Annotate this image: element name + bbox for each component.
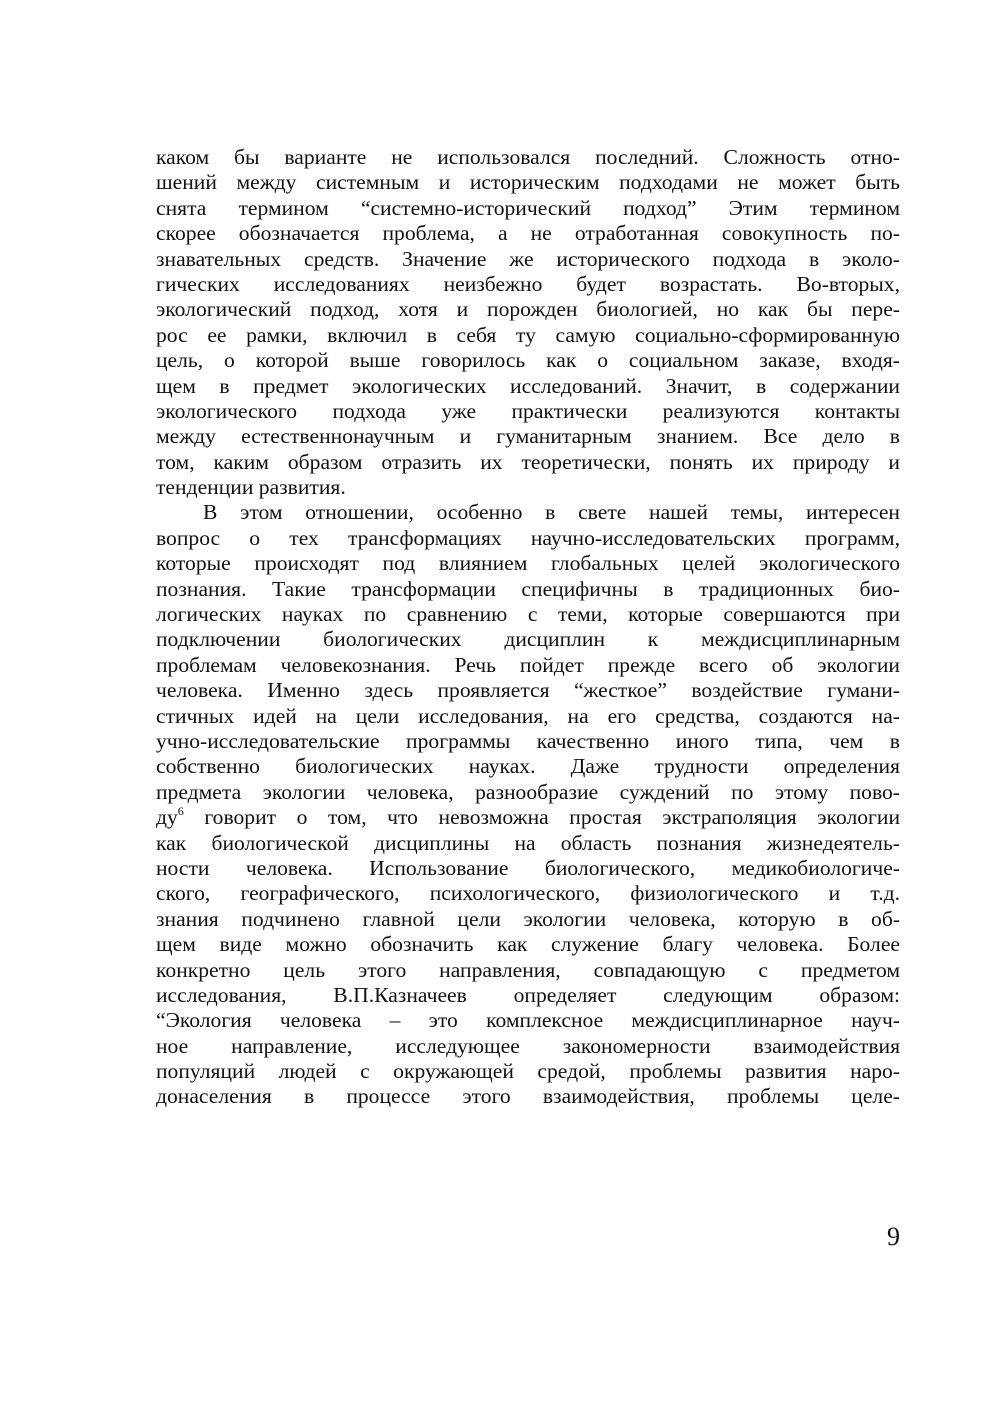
text-line: популяций людей с окружающей средой, проблемы развития наро- [156,1059,900,1084]
text-line: снята термином “системно-исторический подход” Этим термином [156,195,900,220]
text-line: щем в предмет экологических исследований. Значит, в содержании [156,373,900,398]
text-line: рос ее рамки, включил в себя ту самую социально-сформированную [156,322,900,347]
text-line: “Экология человека – это комплексное междисциплинарное науч- [156,1008,900,1033]
text-line: ского, географического, психологического, физиологического и т.д. [156,881,900,906]
text-line: вопрос о тех трансформациях научно-исследовательских программ, [156,525,900,550]
paragraph [156,145,900,500]
text-line: экологический подход, хотя и порожден биологией, но как бы пере- [156,297,900,322]
text-line: познания. Такие трансформации специфичны в традиционных био- [156,576,900,601]
text-line: которые происходят под влиянием глобальных целей экологического [156,551,900,576]
text-line: щем виде можно обозначить как служение благу человека. Более [156,932,900,957]
text-line: человека. Именно здесь проявляется “жесткое” воздействие гумани- [156,678,900,703]
footnote-marker[interactable]: 6 [177,804,184,819]
text-line: собственно биологических науках. Даже трудности определения [156,754,900,779]
text-line: между естественнонаучным и гуманитарным знанием. Все дело в [156,424,900,449]
text-line: скорее обозначается проблема, а не отработанная совокупность по- [156,221,900,246]
text-line: донаселения в процессе этого взаимодействия, проблемы целе- [156,1084,900,1109]
text-line: исследования, В.П.Казначеев определяет следующим образом: [156,982,900,1007]
text-line: экологического подхода уже практически реализуются контакты [156,398,900,423]
text-line: знавательных средств. Значение же исторического подхода в эколо- [156,246,900,271]
text-line: учно-исследовательские программы качественно иного типа, чем в [156,728,900,753]
text-line: подключении биологических дисциплин к междисциплинарным [156,627,900,652]
text-line: каком бы варианте не использовался последний. Сложность отно- [156,145,900,169]
body-text [156,145,900,1110]
text-line: ное направление, исследующее закономерности взаимодействия [156,1033,900,1058]
text-line: В этом отношении, особенно в свете нашей темы, интересен [203,500,900,525]
text-line: знания подчинено главной цели экологии человека, которую в об- [156,906,900,931]
text-line: шений между системным и историческим подходами не может быть [156,170,900,195]
text-line: ности человека. Использование биологического, медикобиологиче- [156,855,900,880]
text-line: стичных идей на цели исследования, на его средства, создаются на- [156,703,900,728]
text-line: как биологической дисциплины на область познания жизнедеятель- [156,830,900,855]
text-line: том, каким образом отразить их теоретически, понять их природу и [156,449,900,474]
book-page [156,0,900,1418]
paragraph [156,500,900,1109]
text-line: конкретно цель этого направления, совпадающую с предметом [156,957,900,982]
page-number: 9 [887,1222,900,1251]
text-line: $ду^6$ говорит о том, что невозможна простая экстраполяция экологии [156,804,900,830]
text-line: предмета экологии человека, разнообразие суждений по этому пово- [156,779,900,804]
text-line: цель, о которой выше говорилось как о социальном заказе, входя- [156,348,900,373]
text-line: тенденции развития. [156,475,346,500]
text-line: гических исследованиях неизбежно будет возрастать. Во-вторых, [156,271,900,296]
text-line: логических науках по сравнению с теми, которые совершаются при [156,602,900,627]
text-line: проблемам человекознания. Речь пойдет прежде всего об экологии [156,652,900,677]
